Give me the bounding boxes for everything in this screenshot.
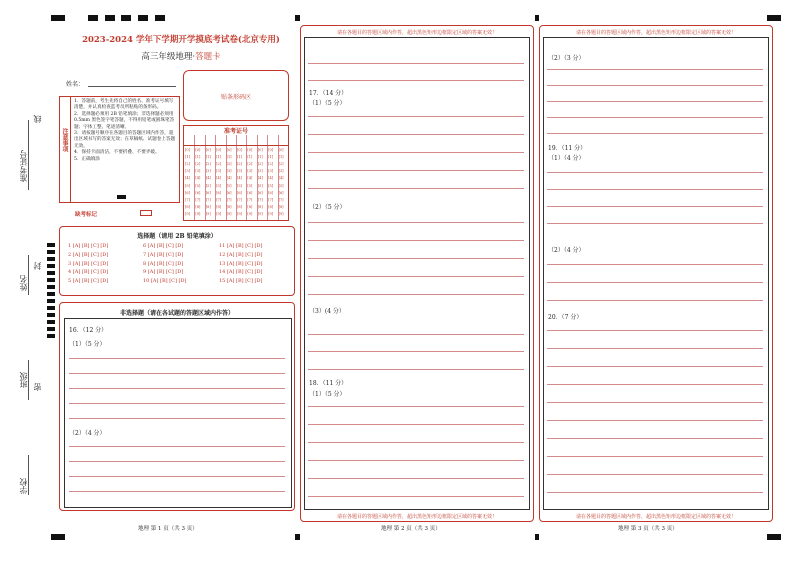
digit-bubble[interactable]: [0] xyxy=(226,148,232,152)
digit-bubble[interactable]: [1] xyxy=(205,155,211,160)
digit-bubble[interactable]: [1] xyxy=(237,155,242,160)
answer-line[interactable] xyxy=(308,460,524,461)
answer-line[interactable] xyxy=(547,69,763,70)
question-17-3-label: （3）(4 分） xyxy=(309,308,345,315)
digit-bubble[interactable]: [0] xyxy=(195,148,201,152)
notice-bottom-p2: 请在各题目的答题区域内作答，超出黑色矩形边框限定区域的答案无效！ xyxy=(336,514,497,520)
digit-bubble[interactable]: [3] xyxy=(237,169,242,174)
timing-mark xyxy=(51,15,65,21)
digit-bubble[interactable]: [6] xyxy=(247,190,253,195)
answer-line[interactable] xyxy=(547,282,763,283)
digit-bubble[interactable]: [6] xyxy=(185,190,190,195)
digit-bubble[interactable]: [6] xyxy=(237,190,242,195)
timing-mark xyxy=(767,15,781,21)
digit-bubble[interactable]: [2] xyxy=(185,162,190,167)
digit-bubble[interactable]: [7] xyxy=(205,197,211,202)
timing-mark xyxy=(47,278,55,282)
digit-bubble[interactable]: [2] xyxy=(216,162,222,167)
note-item: 2．选择题必须用 2B 铅笔填涂；非选择题必须用 0.5mm 黑色签字笔答题，不得用铅笔或圆珠笔答题；字体工整、笔迹清晰。 xyxy=(74,111,175,130)
timing-mark xyxy=(47,257,55,261)
notice-top-p2: 请在各题目的答题区域内作答，超出黑色矩形边框限定区域的答案无效！ xyxy=(336,30,497,36)
class-side-label: 班级 xyxy=(19,372,28,388)
answer-line[interactable] xyxy=(69,461,285,462)
answer-line[interactable] xyxy=(308,116,524,117)
answer-line[interactable] xyxy=(308,424,524,425)
digit-bubble[interactable]: [3] xyxy=(226,169,232,174)
digit-bubble[interactable]: [3] xyxy=(205,169,211,174)
page-2-footer: 地理 第 2 页（共 3 页） xyxy=(381,526,441,532)
exam-id-label: 准考证号 xyxy=(223,128,248,135)
answer-line[interactable] xyxy=(308,406,524,407)
timing-mark xyxy=(47,264,55,268)
page-3-footer: 地理 第 3 页（共 3 页） xyxy=(618,526,678,532)
digit-bubble[interactable]: [4] xyxy=(195,176,201,181)
school-side-label: 学校 xyxy=(19,478,28,494)
answer-inner-box-p2 xyxy=(304,37,530,510)
question-16-2-label: （2）（4 分） xyxy=(69,430,106,437)
question-19-2-label: （2）（4 分） xyxy=(548,247,585,254)
digit-bubble[interactable]: [5] xyxy=(268,183,274,188)
answer-line[interactable] xyxy=(547,366,763,367)
digit-bubble[interactable]: [3] xyxy=(216,169,222,174)
note-item: 1．答题前，考生先将自己的姓名、准考证号填写清楚，并认真检查监考员所粘贴的条形码。 xyxy=(74,99,174,111)
choice-item[interactable]: 13 [A] [B] [C] [D] xyxy=(219,260,263,267)
timing-mark xyxy=(138,15,148,21)
question-17-2-label: （2）（5 分） xyxy=(309,204,346,211)
digit-bubble[interactable]: [5] xyxy=(257,183,263,188)
binding-underline xyxy=(28,455,29,495)
digit-bubble[interactable]: [2] xyxy=(195,162,201,167)
timing-mark xyxy=(47,334,55,338)
answer-line[interactable] xyxy=(547,384,763,385)
timing-mark xyxy=(295,15,300,21)
digit-bubble[interactable]: [7] xyxy=(216,197,222,202)
digit-bubble[interactable]: [8] xyxy=(237,204,242,209)
choice-item[interactable]: 15 [A] [B] [C] [D] xyxy=(219,278,263,285)
digit-bubble[interactable]: [5] xyxy=(195,183,201,188)
digit-bubble[interactable]: [5] xyxy=(226,183,232,188)
name-field[interactable] xyxy=(88,86,176,87)
answer-card-label: 答题卡 xyxy=(195,52,221,62)
digit-bubble[interactable]: [9] xyxy=(237,211,242,216)
digit-bubble[interactable]: [3] xyxy=(185,169,190,174)
digit-bubble[interactable]: [1] xyxy=(185,155,190,160)
choice-item[interactable]: 5 [A] [B] [C] [D] xyxy=(68,278,109,285)
timing-mark xyxy=(47,243,55,247)
close-char-label: 密 xyxy=(33,383,42,391)
digit-bubble[interactable]: [9] xyxy=(257,211,263,216)
digit-bubble[interactable]: [7] xyxy=(237,197,242,202)
timing-mark xyxy=(295,534,300,540)
timing-mark xyxy=(105,15,115,21)
digit-bubble[interactable]: [3] xyxy=(247,169,253,174)
answer-line[interactable] xyxy=(69,373,285,374)
digit-bubble[interactable]: [0] xyxy=(278,148,284,152)
timing-mark xyxy=(535,15,539,21)
timing-mark xyxy=(47,327,55,331)
digit-bubble[interactable]: [6] xyxy=(216,190,222,195)
digit-bubble[interactable]: [4] xyxy=(216,176,222,181)
answer-line[interactable] xyxy=(308,63,524,64)
digit-bubble[interactable]: [9] xyxy=(205,211,211,216)
answer-line[interactable] xyxy=(547,101,763,102)
answer-line[interactable] xyxy=(547,133,763,134)
choice-item[interactable]: 8 [A] [B] [C] [D] xyxy=(143,260,184,267)
answer-line[interactable] xyxy=(308,134,524,135)
digit-bubble[interactable]: [0] xyxy=(185,148,190,152)
digit-bubble[interactable]: [5] xyxy=(216,183,222,188)
digit-bubble[interactable]: [3] xyxy=(278,169,284,174)
digit-bubble[interactable]: [5] xyxy=(278,183,284,188)
timing-mark xyxy=(47,299,55,303)
digit-bubble[interactable]: [1] xyxy=(257,155,263,160)
digit-bubble[interactable]: [6] xyxy=(195,190,201,195)
digit-bubble[interactable]: [4] xyxy=(226,176,232,181)
digit-bubble[interactable]: [1] xyxy=(195,155,201,160)
answer-line[interactable] xyxy=(69,491,285,492)
name-side-label: 姓名 xyxy=(19,275,28,291)
digit-bubble[interactable]: [9] xyxy=(278,211,284,216)
answer-line[interactable] xyxy=(547,206,763,207)
digit-bubble[interactable]: [0] xyxy=(257,148,263,152)
digit-bubble[interactable]: [8] xyxy=(216,204,222,209)
answer-line[interactable] xyxy=(69,476,285,477)
digit-bubble[interactable]: [0] xyxy=(247,148,253,152)
digit-bubble[interactable]: [4] xyxy=(278,176,284,181)
exam-no-side-label: 准考证号 xyxy=(19,150,28,182)
choice-item[interactable]: 7 [A] [B] [C] [D] xyxy=(143,251,184,258)
digit-bubble[interactable]: [8] xyxy=(195,204,201,209)
question-17-label: 17．（14 分） xyxy=(309,90,348,97)
timing-mark xyxy=(47,271,55,275)
answer-line[interactable] xyxy=(308,188,524,189)
answer-line[interactable] xyxy=(308,152,524,153)
digit-bubble[interactable]: [1] xyxy=(226,155,232,160)
timing-mark xyxy=(535,534,539,540)
digit-bubble[interactable]: [2] xyxy=(205,162,211,167)
answer-line[interactable] xyxy=(547,172,763,173)
digit-bubble[interactable]: [1] xyxy=(278,155,284,160)
digit-bubble[interactable]: [6] xyxy=(257,190,263,195)
choice-item[interactable]: 1 [A] [B] [C] [D] xyxy=(68,243,109,249)
answer-line[interactable] xyxy=(308,276,524,277)
digit-bubble[interactable]: [6] xyxy=(268,190,274,195)
choice-item[interactable]: 4 [A] [B] [C] [D] xyxy=(68,269,109,276)
timing-mark xyxy=(88,15,98,21)
grade-subject: 高三年级地理 xyxy=(141,52,193,62)
digit-bubble[interactable]: [4] xyxy=(257,176,263,181)
digit-bubble[interactable]: [5] xyxy=(185,183,190,188)
digit-bubble[interactable]: [3] xyxy=(268,169,274,174)
page-1-footer: 地理 第 1 页（共 3 页） xyxy=(138,526,198,532)
answer-line[interactable] xyxy=(547,492,763,493)
answer-line[interactable] xyxy=(69,418,285,419)
digit-bubble[interactable]: [1] xyxy=(247,155,253,160)
answer-line[interactable] xyxy=(547,223,763,224)
answer-line[interactable] xyxy=(547,438,763,439)
question-18-2-label: （2）（3 分） xyxy=(548,55,585,62)
digit-bubble[interactable]: [2] xyxy=(268,162,274,167)
answer-line[interactable] xyxy=(547,348,763,349)
note-item: 4．保持卡面清洁，不要折叠、不要弄破。 xyxy=(74,150,160,156)
digit-bubble[interactable]: [9] xyxy=(268,211,274,216)
choice-item[interactable]: 3 [A] [B] [C] [D] xyxy=(68,260,109,267)
answer-line[interactable] xyxy=(308,222,524,223)
digit-bubble[interactable]: [8] xyxy=(268,204,274,209)
answer-line[interactable] xyxy=(308,80,524,81)
question-18-1-label: （1）（5 分） xyxy=(309,391,346,398)
digit-bubble[interactable]: [5] xyxy=(205,183,211,188)
digit-bubble[interactable]: [3] xyxy=(257,169,263,174)
digit-bubble[interactable]: [8] xyxy=(257,204,263,209)
digit-bubble[interactable]: [8] xyxy=(185,204,190,209)
digit-bubble[interactable]: [6] xyxy=(278,190,284,195)
digit-bubble[interactable]: [4] xyxy=(237,176,242,181)
answer-line[interactable] xyxy=(547,85,763,86)
question-16-label: 16．（12 分） xyxy=(69,327,108,334)
nonchoice-title: 非选择题（请在各试题的答题区域内作答） xyxy=(119,310,234,317)
filled-example-mark xyxy=(117,195,126,199)
barcode-label: 贴条形码区 xyxy=(220,94,251,101)
answer-line[interactable] xyxy=(308,369,524,370)
line-char-label: 线 xyxy=(33,115,42,123)
answer-line[interactable] xyxy=(308,478,524,479)
timing-mark xyxy=(767,534,781,540)
digit-bubble[interactable]: [8] xyxy=(205,204,211,209)
digit-bubble[interactable]: [2] xyxy=(247,162,253,167)
digit-bubble[interactable]: [7] xyxy=(226,197,232,202)
notice-top-p3: 请在各题目的答题区域内作答，超出黑色矩形边框限定区域的答案无效！ xyxy=(575,30,736,36)
answer-line[interactable] xyxy=(547,402,763,403)
subtitle-separator: · xyxy=(192,52,196,62)
answer-line[interactable] xyxy=(547,264,763,265)
answer-line[interactable] xyxy=(308,240,524,241)
digit-bubble[interactable]: [7] xyxy=(195,197,201,202)
answer-line[interactable] xyxy=(547,189,763,190)
digit-bubble[interactable]: [0] xyxy=(216,148,222,152)
digit-bubble[interactable]: [5] xyxy=(237,183,242,188)
answer-line[interactable] xyxy=(547,456,763,457)
digit-bubble[interactable]: [2] xyxy=(257,162,263,167)
timing-mark xyxy=(47,292,55,296)
digit-bubble[interactable]: [9] xyxy=(226,211,232,216)
timing-mark xyxy=(121,15,131,21)
digit-bubble[interactable]: [6] xyxy=(226,190,232,195)
answer-line[interactable] xyxy=(547,420,763,421)
sheet-subtitle xyxy=(62,50,300,62)
question-19-1-label: （1）（4 分） xyxy=(548,155,585,162)
digit-bubble[interactable]: [9] xyxy=(185,211,190,216)
answer-line[interactable] xyxy=(69,358,285,359)
answer-line[interactable] xyxy=(69,388,285,389)
answer-line[interactable] xyxy=(308,496,524,497)
binding-underline xyxy=(28,255,29,295)
question-20-label: 20．（7 分） xyxy=(548,314,583,321)
digit-bubble[interactable]: [7] xyxy=(268,197,274,202)
digit-bubble[interactable]: [4] xyxy=(247,176,253,181)
name-label: 姓名： xyxy=(66,81,85,88)
choice-title: 选择题（请用 2B 铅笔填涂） xyxy=(137,233,217,240)
timing-mark xyxy=(47,306,55,310)
answer-line[interactable] xyxy=(308,170,524,171)
answer-line[interactable] xyxy=(308,351,524,352)
answer-line[interactable] xyxy=(547,117,763,118)
digit-bubble[interactable]: [1] xyxy=(216,155,222,160)
digit-bubble[interactable]: [9] xyxy=(216,211,222,216)
binding-underline xyxy=(28,120,29,190)
choice-item[interactable]: 2 [A] [B] [C] [D] xyxy=(68,251,109,258)
choice-item[interactable]: 6 [A] [B] [C] [D] xyxy=(143,243,184,249)
question-19-label: 19．（11 分） xyxy=(548,145,587,152)
answer-line[interactable] xyxy=(308,294,524,295)
note-item: 5．正确填涂 xyxy=(74,156,100,162)
absent-label: 缺考标记 xyxy=(75,212,98,218)
exam-title: 2023-2024 学年下学期开学摸底考试卷(北京专用) xyxy=(82,35,280,45)
grid-divider xyxy=(184,145,288,146)
digit-bubble[interactable]: [8] xyxy=(278,204,284,209)
digit-bubble[interactable]: [3] xyxy=(195,169,201,174)
digit-bubble[interactable]: [9] xyxy=(247,211,253,216)
digit-bubble[interactable]: [4] xyxy=(268,176,274,181)
seal-char-label: 封 xyxy=(33,262,42,270)
answer-line[interactable] xyxy=(547,474,763,475)
choice-item[interactable]: 10 [A] [B] [C] [D] xyxy=(143,278,187,285)
answer-line[interactable] xyxy=(69,446,285,447)
binding-underline xyxy=(28,360,29,400)
timing-mark xyxy=(47,285,55,289)
question-16-1-label: （1）（5 分） xyxy=(69,341,106,348)
digit-bubble[interactable]: [4] xyxy=(185,176,190,181)
notice-bottom-p3: 请在各题目的答题区域内作答，超出黑色矩形边框限定区域的答案无效！ xyxy=(575,514,736,520)
notes-list xyxy=(74,99,177,163)
question-18-label: 18．（11 分） xyxy=(309,380,348,387)
digit-bubble[interactable]: [4] xyxy=(205,176,211,181)
answer-line[interactable] xyxy=(69,403,285,404)
choice-item[interactable]: 9 [A] [B] [C] [D] xyxy=(143,269,184,276)
digit-bubble[interactable]: [6] xyxy=(205,190,211,195)
answer-inner-box-p3 xyxy=(543,37,769,510)
absent-checkbox[interactable] xyxy=(140,210,152,216)
digit-bubble[interactable]: [7] xyxy=(247,197,253,202)
question-17-1-label: （1）（5 分） xyxy=(309,100,346,107)
timing-mark xyxy=(47,320,55,324)
digit-bubble[interactable]: [5] xyxy=(247,183,253,188)
digit-bubble[interactable]: [0] xyxy=(237,148,242,152)
answer-line[interactable] xyxy=(308,334,524,335)
digit-bubble[interactable]: [7] xyxy=(257,197,263,202)
timing-mark xyxy=(47,250,55,254)
note-item: 3．请按题号顺序在各题目的答题区域内作答，超出区域书写的答案无效；在草稿纸、试题卷上答题无效。 xyxy=(74,131,176,149)
choice-item[interactable]: 12 [A] [B] [C] [D] xyxy=(219,251,263,258)
choice-item[interactable]: 14 [A] [B] [C] [D] xyxy=(219,269,263,276)
answer-line[interactable] xyxy=(308,258,524,259)
digit-bubble[interactable]: [1] xyxy=(268,155,274,160)
notes-title: 注意事项 xyxy=(61,128,68,152)
digit-bubble[interactable]: [8] xyxy=(226,204,232,209)
timing-mark xyxy=(51,534,65,540)
digit-bubble[interactable]: [2] xyxy=(237,162,242,167)
digit-bubble[interactable]: [0] xyxy=(268,148,274,152)
digit-bubble[interactable]: [8] xyxy=(247,204,253,209)
digit-bubble[interactable]: [7] xyxy=(185,197,190,202)
digit-bubble[interactable]: [0] xyxy=(205,148,211,152)
digit-bubble[interactable]: [2] xyxy=(278,162,284,167)
choice-item[interactable]: 11 [A] [B] [C] [D] xyxy=(219,243,263,249)
timing-mark xyxy=(155,15,165,21)
digit-bubble[interactable]: [7] xyxy=(278,197,284,202)
answer-line[interactable] xyxy=(547,300,763,301)
answer-line[interactable] xyxy=(308,442,524,443)
timing-mark xyxy=(47,313,55,317)
answer-line[interactable] xyxy=(547,330,763,331)
digit-bubble[interactable]: [9] xyxy=(195,211,201,216)
digit-bubble[interactable]: [2] xyxy=(226,162,232,167)
